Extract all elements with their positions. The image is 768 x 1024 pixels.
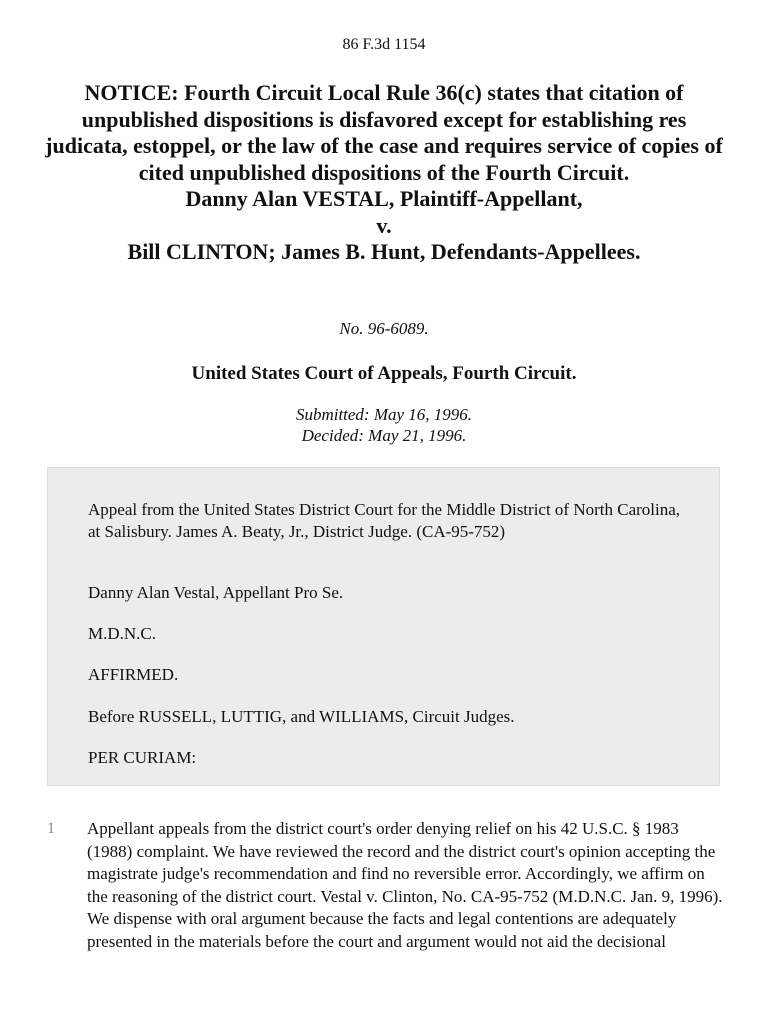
decided-date: Decided: May 21, 1996. — [301, 426, 467, 445]
court-name: United States Court of Appeals, Fourth Circuit. — [191, 363, 577, 384]
reporter-citation: 86 F.3d 1154 — [342, 36, 426, 53]
disposition-text: AFFIRMED. — [88, 665, 179, 684]
case-dates — [0, 404, 768, 446]
unpublished-notice: NOTICE: Fourth Circuit Local Rule 36(c) states that citation of unpublished dispositions is disfavored except for establishing res judicata, estoppel, or the law of the case and requires service of copies of cited unpublished dispositions of the Fourth Circuit. — [45, 80, 723, 185]
paragraph-number: 1 — [47, 820, 55, 837]
panel-text: Before RUSSELL, LUTTIG, and WILLIAMS, Circuit Judges. — [88, 707, 515, 726]
opinion-author: PER CURIAM: — [88, 748, 197, 767]
docket-number: No. 96-6089. — [339, 319, 429, 338]
defendants-party: Bill CLINTON; James B. Hunt, Defendants-Appellees. — [127, 239, 641, 264]
counsel-text: Danny Alan Vestal, Appellant Pro Se. — [88, 583, 344, 602]
opinion-paragraph: Appellant appeals from the district court's order denying relief on his 42 U.S.C. § 1983 (1988) complaint. We have reviewed the record and the district court's opinion accepting the magistrate judge's recommendation and find no reversible error. Accordingly, we affirm on the reasoning of the district court. Vestal v. Clinton, No. CA-95-752 (M.D.N.C. Jan. 9, 1996). We dispense with oral argument because the facts and legal contentions are adequately presented in the materials before the court and argument would not aid the decisional — [87, 819, 723, 951]
versus-label: v. — [376, 212, 392, 238]
district-abbrev: M.D.N.C. — [88, 624, 157, 643]
case-title-block — [40, 80, 728, 266]
appeal-from-text: Appeal from the United States District Court for the Middle District of North Carolina, at Salisbury. James A. Beaty, Jr., District Judge. (CA-95-752) — [88, 500, 681, 541]
plaintiff-party: Danny Alan VESTAL, Plaintiff-Appellant, — [185, 186, 583, 211]
case-summary-box — [47, 467, 720, 786]
submitted-date: Submitted: May 16, 1996. — [295, 405, 473, 424]
